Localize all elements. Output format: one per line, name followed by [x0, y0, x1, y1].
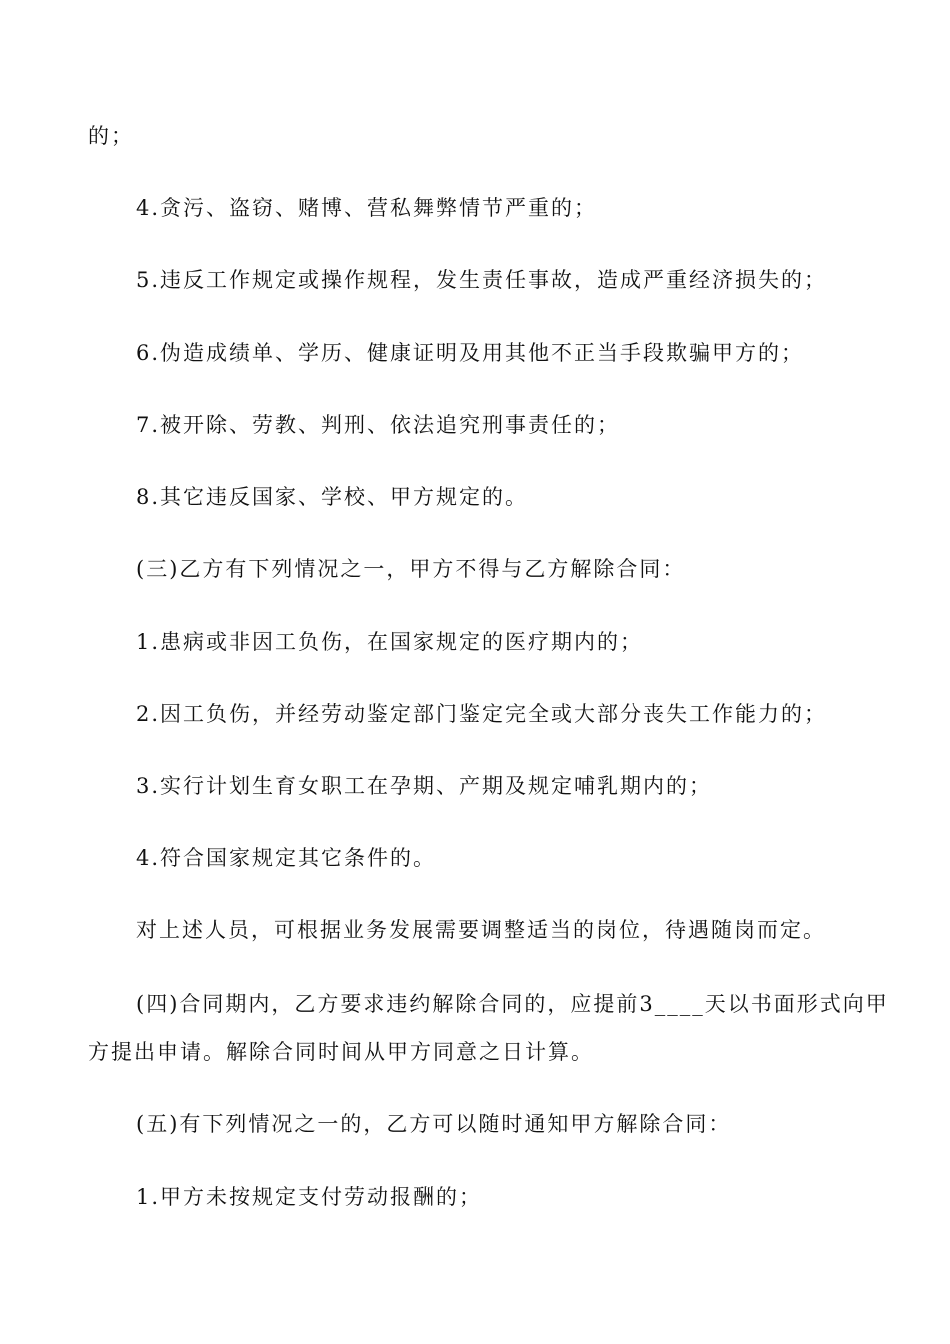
section-5-heading: (五)有下列情况之一的，乙方可以随时通知甲方解除合同：: [136, 1112, 732, 1136]
clause-item-8-other: 8.其它违反国家、学校、甲方规定的。: [136, 485, 529, 509]
section-4-paragraph-line-1: (四)合同期内，乙方要求违约解除合同的，应提前3____天以书面形式向甲: [136, 992, 889, 1016]
section-3-item-1: 1.患病或非因工负伤，在国家规定的医疗期内的；: [136, 630, 644, 654]
clause-item-6-forgery: 6.伪造成绩单、学历、健康证明及用其他不正当手段欺骗甲方的；: [136, 341, 805, 365]
clause-item-5-violation: 5.违反工作规定或操作规程，发生责任事故，造成严重经济损失的；: [136, 268, 828, 292]
section-5-item-1: 1.甲方未按规定支付劳动报酬的；: [136, 1185, 483, 1209]
section-3-heading: (三)乙方有下列情况之一，甲方不得与乙方解除合同：: [136, 557, 686, 581]
clause-item-7-dismissal: 7.被开除、劳教、判刑、依法追究刑事责任的；: [136, 413, 621, 437]
text-line-continuation: 的；: [88, 124, 134, 148]
section-3-item-4: 4.符合国家规定其它条件的。: [136, 846, 437, 870]
section-4-paragraph-line-2: 方提出申请。解除合同时间从甲方同意之日计算。: [88, 1040, 594, 1064]
adjustment-note: 对上述人员，可根据业务发展需要调整适当的岗位，待遇随岗而定。: [136, 918, 826, 942]
section-3-item-2: 2.因工负伤，并经劳动鉴定部门鉴定完全或大部分丧失工作能力的；: [136, 702, 828, 726]
section-3-item-3: 3.实行计划生育女职工在孕期、产期及规定哺乳期内的；: [136, 774, 713, 798]
clause-item-4-corruption: 4.贪污、盗窃、赌博、营私舞弊情节严重的；: [136, 196, 598, 220]
